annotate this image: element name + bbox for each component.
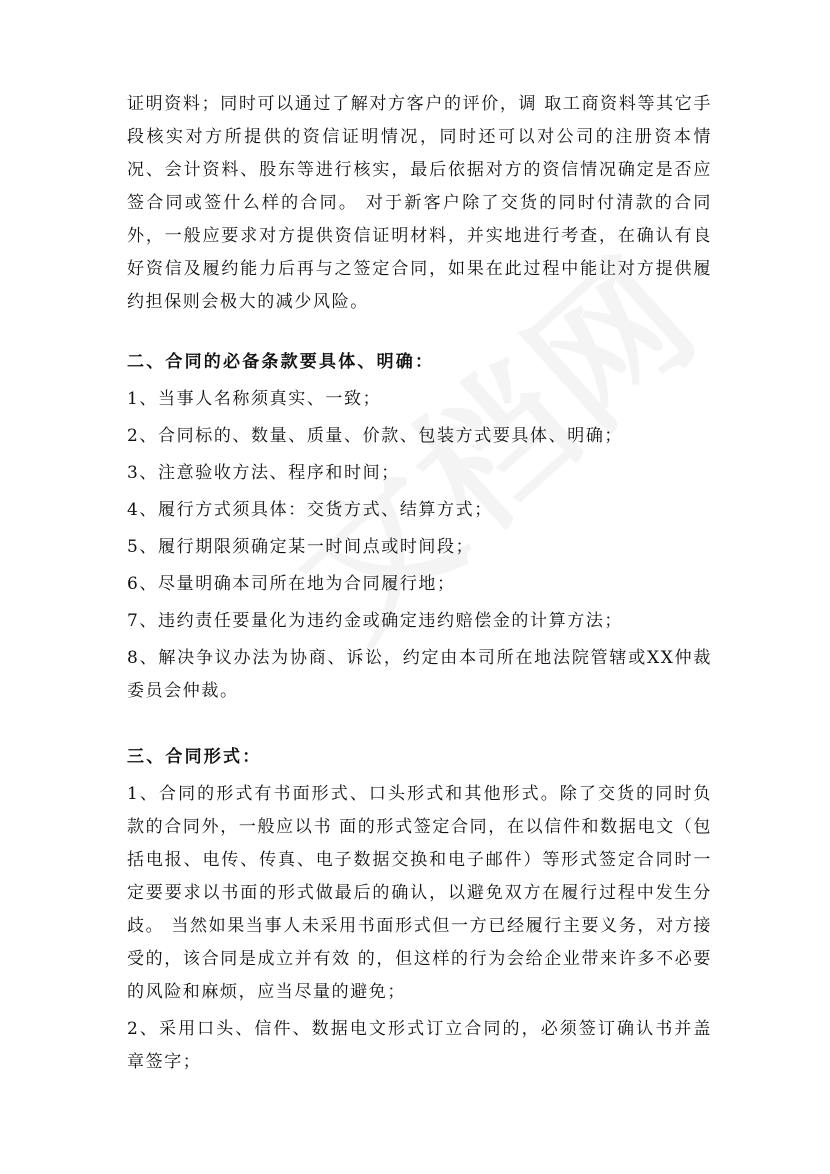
- spacer: [127, 319, 712, 346]
- list-item: 6、尽量明确本司所在地为合同履行地；: [127, 574, 456, 594]
- list-item: 8、解决争议办法为协商、诉讼，约定由本司所在地法院管辖或XX仲裁委员会仲裁。: [127, 648, 712, 701]
- list-item: 3、注意验收方法、程序和时间；: [127, 463, 400, 483]
- list-item: 5、履行期限须确定某一时间点或时间段；: [127, 537, 475, 557]
- document-body: [127, 88, 712, 1079]
- section-3-heading: 三、合同形式：: [127, 747, 262, 767]
- section-2-heading: 二、合同的必备条款要具体、明确：: [127, 352, 435, 372]
- section-3-paragraph: 2、采用口头、信件、数据电文形式订立合同的，必须签订确认书并盖章签字；: [127, 1019, 712, 1072]
- list-item: 2、合同标的、数量、质量、价款、包装方式要具体、明确；: [127, 426, 624, 446]
- list-item: 4、履行方式须具体：交货方式、结算方式；: [127, 500, 493, 520]
- list-item: 1、当事人名称须真实、一致；: [127, 389, 382, 409]
- spacer: [127, 708, 712, 741]
- list-item: 7、违约责任要量化为违约金或确定违约赔偿金的计算方法；: [127, 611, 624, 631]
- intro-paragraph: 证明资料；同时可以通过了解对方客户的评价，调 取工商资料等其它手段核实对方所提供的资信证明情况，同时还可以对公司的注册资本情况、会计资料、股东等进行核实，最后依据对方的资信情况确定是否应签合同或签什么样的合同。 对于新客户除了交货的同时付清款的合同外，一般应要求对方提供资信证明材料，并实地进行考查，在确认有良好资信及履约能力后再与之签定合同，如果在此过程中能让对方提供履约担保则会极大的减少风险。: [127, 94, 712, 312]
- section-3-paragraph: 1、合同的形式有书面形式、口头形式和其他形式。除了交货的同时负款的合同外，一般应以书 面的形式签定合同，在以信件和数据电文（包括电报、电传、传真、电子数据交换和电子邮件）等形式签定合同时一定要要求以书面的形式做最后的确认，以避免双方在履行过程中发生分歧。 当然如果当事人未采用书面形式但一方已经履行主要义务，对方接受的，该合同是成立并有效 的，但这样的行为会给企业带来许多不必要的风险和麻烦，应当尽量的避免；: [127, 784, 712, 1002]
